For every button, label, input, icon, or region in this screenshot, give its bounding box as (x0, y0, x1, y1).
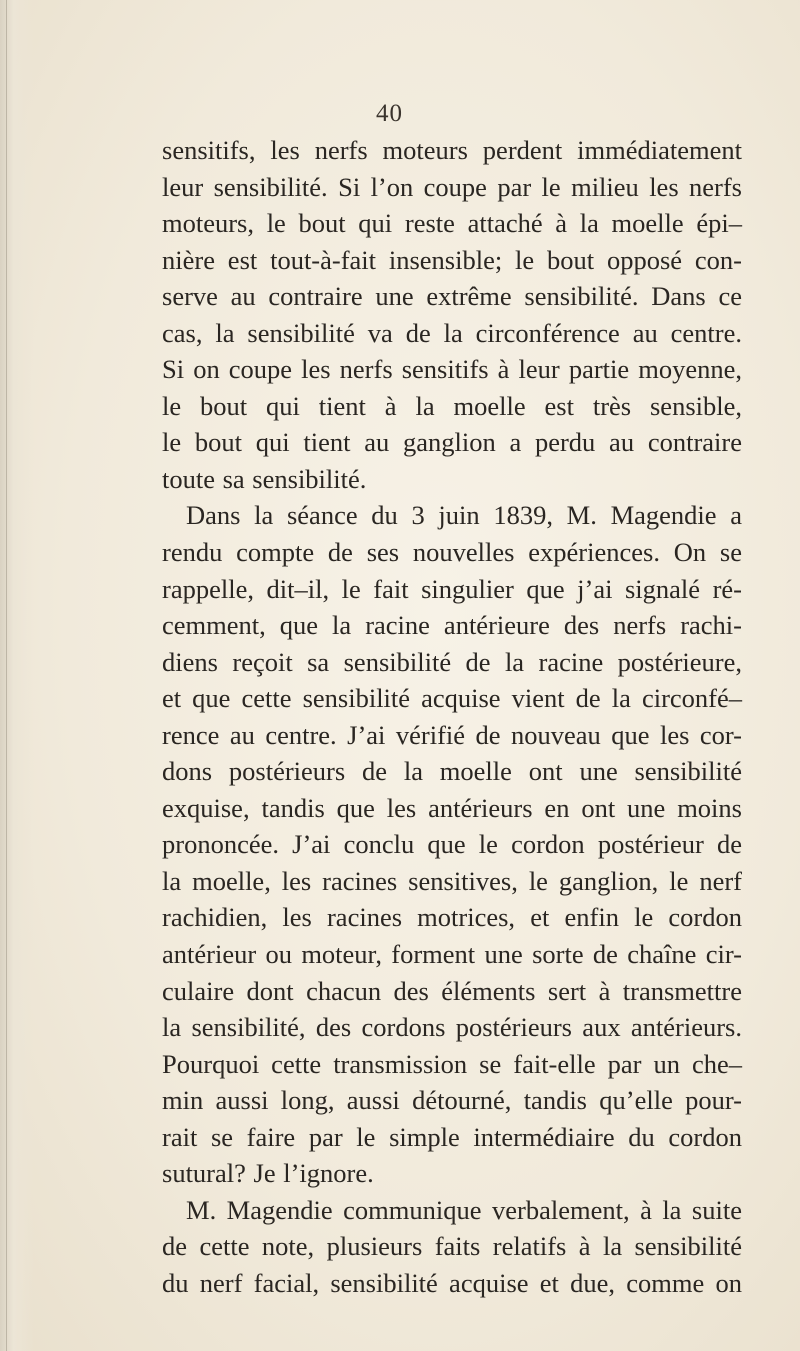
text-line: de cette note, plusieurs faits relatifs à la sensibilité (162, 1231, 742, 1262)
text-line: sutural? Je l’ignore. (162, 1158, 374, 1189)
text-line: le bout qui tient à la moelle est très sensible, (162, 390, 742, 421)
body-text (162, 132, 742, 1302)
text-line: cas, la sensibilité va de la circonférence au centre. (162, 317, 742, 348)
text-line: du nerf facial, sensibilité acquise et due, comme on (162, 1267, 742, 1298)
text-line: leur sensibilité. Si l’on coupe par le milieu les nerfs (162, 171, 742, 202)
text-line: moteurs, le bout qui reste attaché à la moelle épi– (162, 208, 742, 239)
text-line: rait se faire par le simple intermédiaire du cordon (162, 1121, 742, 1152)
page-edge (6, 0, 7, 1351)
text-line: et que cette sensibilité acquise vient de la circonfé– (162, 683, 742, 714)
text-line: Dans la séance du 3 juin 1839, M. Magendie a (186, 500, 742, 531)
text-line: M. Magendie communique verbalement, à la suite (186, 1194, 742, 1225)
text-line: rappelle, dit–il, le fait singulier que j’ai signalé ré- (162, 573, 742, 604)
text-line: rence au centre. J’ai vérifié de nouveau que les cor- (162, 719, 742, 750)
text-line: prononcée. J’ai conclu que le cordon postérieur de (162, 829, 742, 860)
text-line: min aussi long, aussi détourné, tandis qu’elle pour- (162, 1085, 742, 1116)
text-line: diens reçoit sa sensibilité de la racine postérieure, (162, 646, 742, 677)
text-line: culaire dont chacun des éléments sert à transmettre (162, 975, 742, 1006)
text-line: le bout qui tient au ganglion a perdu au contraire (162, 427, 742, 458)
page-number: 40 (376, 100, 403, 127)
text-line: nière est tout-à-fait insensible; le bout opposé con- (162, 244, 742, 275)
text-line: serve au contraire une extrême sensibilité. Dans ce (162, 281, 742, 312)
text-line: rachidien, les racines motrices, et enfin le cordon (162, 902, 742, 933)
text-line: sensitifs, les nerfs moteurs perdent immédiatement (162, 135, 742, 165)
text-line: Si on coupe les nerfs sensitifs à leur partie moyenne, (162, 354, 742, 385)
text-line: exquise, tandis que les antérieurs en ont une moins (162, 792, 742, 823)
text-line: la sensibilité, des cordons postérieurs aux antérieurs. (162, 1012, 742, 1043)
text-line: dons postérieurs de la moelle ont une sensibilité (162, 756, 742, 787)
text-line: Pourquoi cette transmission se fait-elle par un che– (162, 1048, 742, 1079)
text-line: rendu compte de ses nouvelles expériences. On se (162, 537, 742, 568)
text-line: cemment, que la racine antérieure des nerfs rachi- (162, 610, 742, 641)
text-line: toute sa sensibilité. (162, 463, 367, 494)
text-line: antérieur ou moteur, forment une sorte de chaîne cir- (162, 939, 742, 970)
text-line: la moelle, les racines sensitives, le ganglion, le nerf (162, 865, 742, 896)
